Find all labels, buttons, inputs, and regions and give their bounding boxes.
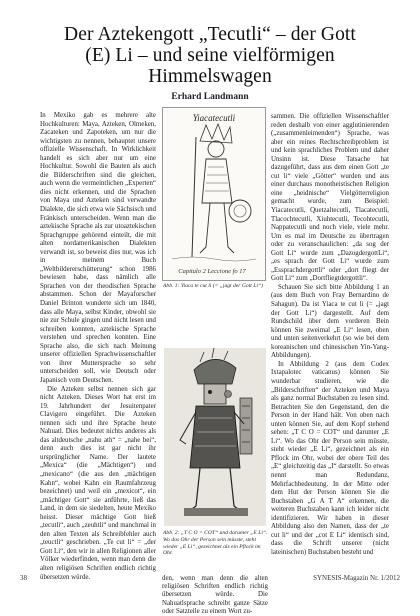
- warrior-illustration: [162, 107, 266, 281]
- article-title: [22, 24, 398, 87]
- figure-1-label: Yiacatecutli: [192, 113, 236, 123]
- magazine-issue: SYNESIS-Magazin Nr. 1/2012: [313, 574, 400, 582]
- figure-1-warrior-drawing: [162, 107, 266, 281]
- paragraph: Die Azteken selbst nennen sich gar nicht Azteken. Dieses Wort hat erst im 19. Jahrhundert der Jesuitenpater Clavigero eingeführt. Die Azteken nennen sich und ihre Sprache heute Nahuatl. Dies bedeutet nichts anderes als das altdeutsche „nahu ath“ = „nahe bei“, denn auch dies ist gar nicht ihr ursprünglicher Name. Der lautete „Mexica“ (die „Mächtigen“) und „mexicano“ (die aus den „mächtigen Kahn“, wobei Kahn ein Raumfahrzeug bezeichnet) und weil ein „mexicot“, ein „mächtiger Gott“ sie anführte, ließ das Land, in dem sie siedelten, heute Mexiko heisst. Dieser mächtige Gott hieß „tecutli“, auch „zeuhtli“ und manchmal in den alten Texten als Schreibfehler auch „teuctli“ geschrieben. „Te cut li“ = „der Gott Li“, den wir in allen Religionen aller Völker wiederfinden, wenn man denn die alten religiösen Schriften endlich richtig übersetzen würde.: [40, 385, 156, 581]
- paragraph: In Abbildung 2 (aus dem Codex Ixtapalotec vaticanus) können Sie wunderbar studieren, wie die „Bilderschriften“ der Azteken und Maya als ganz normal Buchstaben zu lesen sind. Betrachten Sie den Gegenstand, den die Person in der Hand hält. Von oben nach unten können Sie, auf dem Kopf stehend sehen: „T C O = COT“ und darunter „E Li“. Wo das Ohr der Person sein müsste, steht wieder „E Li“, gezeichnet als ein Pflock im Ohr, wobei der obere Teil des „E“ gleichzeitig das „I“ darstellt. So etwas nennt man Redundanz, Mehrfachbedeutung. In der Mitte oder dem Hut der Person können Sie die Buchstaben „G A T A“ erkennen, die weiteren Buchstaben kann ich leider nicht identifizieren. Wir haben in dieser Abbildung also den Namen, dass der „te cut li“ und der „cot E Li“ identisch sind, dass die Schrift unserer (nicht lateinischen) Buchstaben besteht und: [271, 360, 389, 556]
- text-column-middle-bottom: [162, 575, 268, 615]
- title-line-1: Der Aztekengott „Tecutli“ – der Gott: [64, 24, 356, 45]
- text-column-right: [271, 113, 389, 558]
- figure-1-bottom-label: Capitulo 2 Leccione fo 17: [178, 268, 246, 275]
- title-line-3: Himmelswagen: [148, 66, 272, 87]
- article-author: Erhard Landmann: [171, 92, 249, 102]
- paragraph: Schauen Sie sich bitte Abbildung 1 an (aus dem Buch von Fray Bernardino de Sahagun). Da ist Yiaca te cut li (= „jagt der Gott Li“) dargestellt. Auf dem Rundschild über dem vorderen Bein können Sie zweimal „E Li“ lesen, oben und unten seitenverkehrt (so wie bei dem koreanischen und chinesischen Yin-Yang-Abbildungen).: [271, 283, 389, 360]
- page-number: 38: [20, 574, 27, 582]
- text-column-left: [40, 112, 156, 581]
- codex-illustration: [164, 348, 266, 526]
- figure-2-codex-drawing: [164, 348, 266, 526]
- paragraph: sammen. Die offiziellen Wissenschaftler reden deshalb von einer agglutinierenden („zusammenleimenden“) Sprache, was aber ein reines Rechtschreibproblem ist und kein sprachliches Problem und daher Unsinn ist. Diese Tatsache hat dazugeführt, dass aus dem einen Gott „te cut li“ viele „Götter“ wurden und aus einer durchaus monotheistischen Religion eine „heidnische“ Vielgötterreligion gemacht wurde, zum Beispiel: Yiacatecutli, Quetzaltecutli, Tlacatecutli, Tlacochtecutli, Xiuhtecutli, Tecohtecutli, Nappatecutli und noch viele, viele mehr. Um es mal im Deutsche zu übertragen oder zu veranschaulichen: „da sog der Gott Li“ wurde zum „DazogdergottLi“, „es sprach der Gott Li“ wurde zum „Essprachdergottli“ oder „dort fliegt der Gott Li“ zum „Dortfliegtdergottli“.: [271, 113, 389, 283]
- figure-2-caption: Abb. 2: „T C O = COT“ und darunter „E Li“. Wo das Ohr der Person sein müsste, steht wieder „E Li“, gezeichnet als ein Pflock im Ohr.: [163, 530, 268, 557]
- paragraph: den, wenn man denn die alten religiösen Schriften endlich richtig übersetzen würde. Die Nahuatlsprache schreibt ganze Sätze oder Satzteile zu einem Wort zu-: [162, 575, 268, 615]
- figure-1-caption: Abb. 1: Yiaca te cut li (= „jagt der Gott Li“): [163, 283, 263, 289]
- paragraph: In Mexiko gab es mehrere alte Hochkulturen: Maya, Azteken, Olmeken, Zacateken und Zapoteken, um nur die wichtigsten zu nennen, behauptet unsere offizielle Wissenschaft. In Wirklichkeit handelt es sich aber nur um eine Hochkultur. Sowohl die Bauten als auch die Bilderschriften sind die gleichen, auch wenn die vermeintlichen „Experten“ dies nicht erkennen, und die Sprachen von Maya und Azteken sind verwandte Dialekte, die sich etwa wie Sächsisch und Fränkisch unterscheiden. Wenn man die aztekische Sprache als zur utoaztekischen Sprachgruppe gehörend einteilt, die mit alten nordamerikanischen Dialekten verwandt ist, so beweist dies nur, was ich in meinem Buch „Weltbildererschütterung“ schon 1986 bewiesen habe, dass nämlich alle Sprachen von der theodischen Sprache abstammen. Schon der Mayaforscher Daniel Brinton wunderte sich um 1840, dass alle Maya, selbst Kinder, obwohl sie nie zur Schule gingen und nicht lesen und schreiben konnten, aztekische Sprache verstehen und sprechen konnten. Eine Sprache also, die sich nach Meinung unserer offiziellen Sprachwissenschaftler von ihrer Muttersprache so sehr unterscheiden soll, wie Deutsch oder Japanisch vom Deutschen.: [40, 112, 156, 384]
- title-line-2: (E) Li – und seine vielförmigen: [85, 45, 335, 66]
